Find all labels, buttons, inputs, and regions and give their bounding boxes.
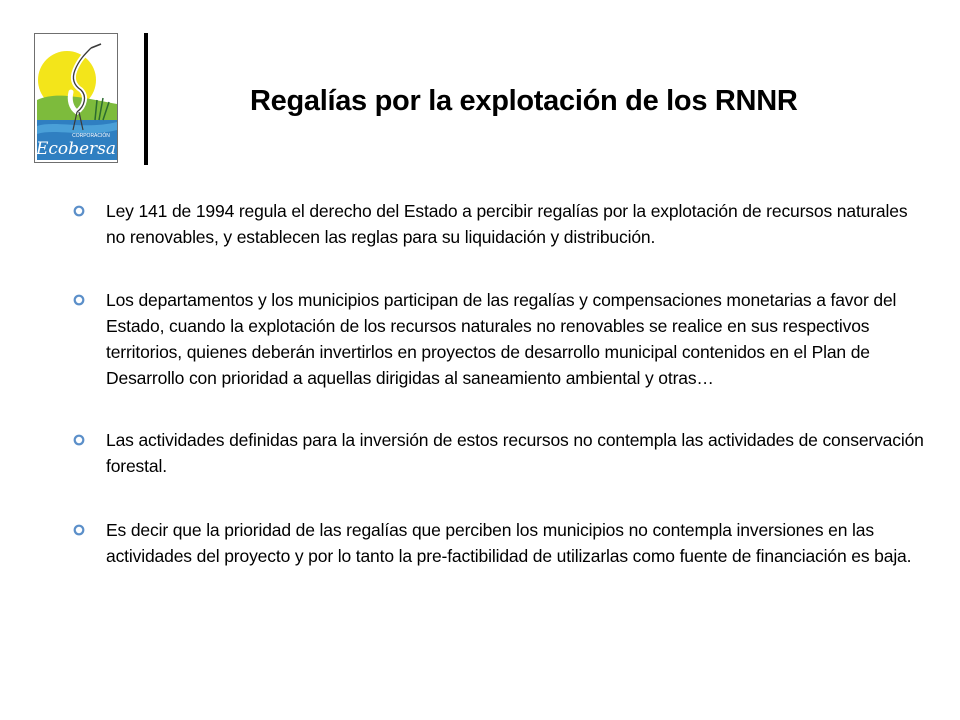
title-divider [144, 33, 148, 165]
bullet-text: Las actividades definidas para la inversión de estos recursos no contempla las actividades de conservación forestal. [106, 430, 924, 476]
bullet-list [70, 198, 930, 569]
bullet-text: Es decir que la prioridad de las regalías que perciben los municipios no contempla inversiones en las actividades del proyecto y por lo tanto la pre-factibilidad de utilizarlas como fuente de financiación es baja. [106, 520, 912, 566]
bullet-text: Los departamentos y los municipios participan de las regalías y compensaciones monetarias a favor del Estado, cuando la explotación de los recursos naturales no renovables se realice en sus respectivos territorios, quienes deberán invertirlos en proyectos de desarrollo municipal contenidos en el Plan de Desarrollo con prioridad a aquellas dirigidas al saneamiento ambiental y otras… [106, 290, 897, 388]
logo-brand-text: Ecobersa [35, 139, 117, 159]
list-item [70, 198, 930, 250]
list-item [70, 287, 930, 391]
ring-bullet-icon [73, 205, 85, 217]
bullet-text: Ley 141 de 1994 regula el derecho del Estado a percibir regalías por la explotación de recursos naturales no renovables, y establecen las reglas para su liquidación y distribución. [106, 201, 908, 247]
ring-bullet-icon [73, 434, 85, 446]
ring-bullet-icon [73, 294, 85, 306]
list-item [70, 517, 930, 569]
slide-title: Regalías por la explotación de los RNNR [250, 85, 798, 117]
logo-small-text: CORPORACIÓN [72, 133, 110, 139]
ecobersa-logo [34, 33, 118, 163]
list-item [70, 427, 930, 479]
ring-bullet-icon [73, 524, 85, 536]
